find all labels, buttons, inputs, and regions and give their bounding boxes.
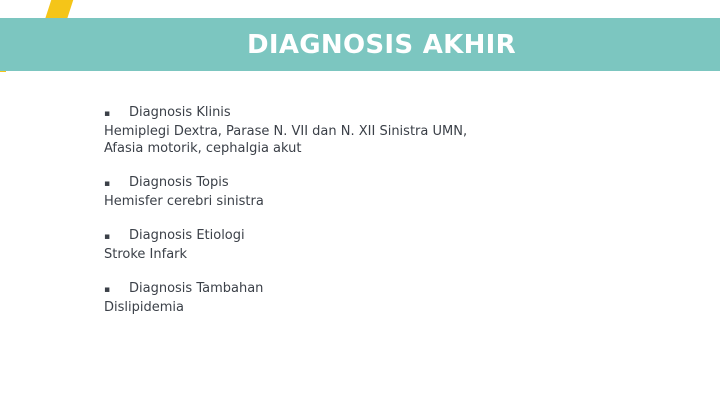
section-heading: Diagnosis Tambahan xyxy=(129,281,264,296)
diagnosis-section-tambahan xyxy=(104,280,624,316)
section-heading: Diagnosis Topis xyxy=(129,175,229,190)
diagnosis-section-topis xyxy=(104,174,624,210)
diagnosis-section-etiologi xyxy=(104,227,624,263)
bullet-line xyxy=(104,104,624,123)
bullet-icon: ▪ xyxy=(104,285,111,295)
section-body-line: Stroke Infark xyxy=(104,247,188,262)
bullet-line xyxy=(104,174,624,193)
section-body-line: Afasia motorik, cephalgia akut xyxy=(104,141,302,156)
section-body-line: Dislipidemia xyxy=(104,300,184,315)
section-body-line: Hemisfer cerebri sinistra xyxy=(104,194,264,209)
diagnosis-section-klinis xyxy=(104,104,624,157)
yellow-accent-stripe xyxy=(45,0,73,20)
bullet-icon: ▪ xyxy=(104,179,111,189)
section-heading: Diagnosis Etiologi xyxy=(129,228,245,243)
bullet-line xyxy=(104,280,624,299)
section-heading: Diagnosis Klinis xyxy=(129,105,231,120)
section-body-line: Hemiplegi Dextra, Parase N. VII dan N. XII Sinistra UMN, xyxy=(104,124,468,139)
slide-content xyxy=(104,104,624,333)
slide-title: DIAGNOSIS AKHIR xyxy=(247,29,516,60)
bullet-icon: ▪ xyxy=(104,109,111,119)
bullet-line xyxy=(104,227,624,246)
bullet-icon: ▪ xyxy=(104,232,111,242)
